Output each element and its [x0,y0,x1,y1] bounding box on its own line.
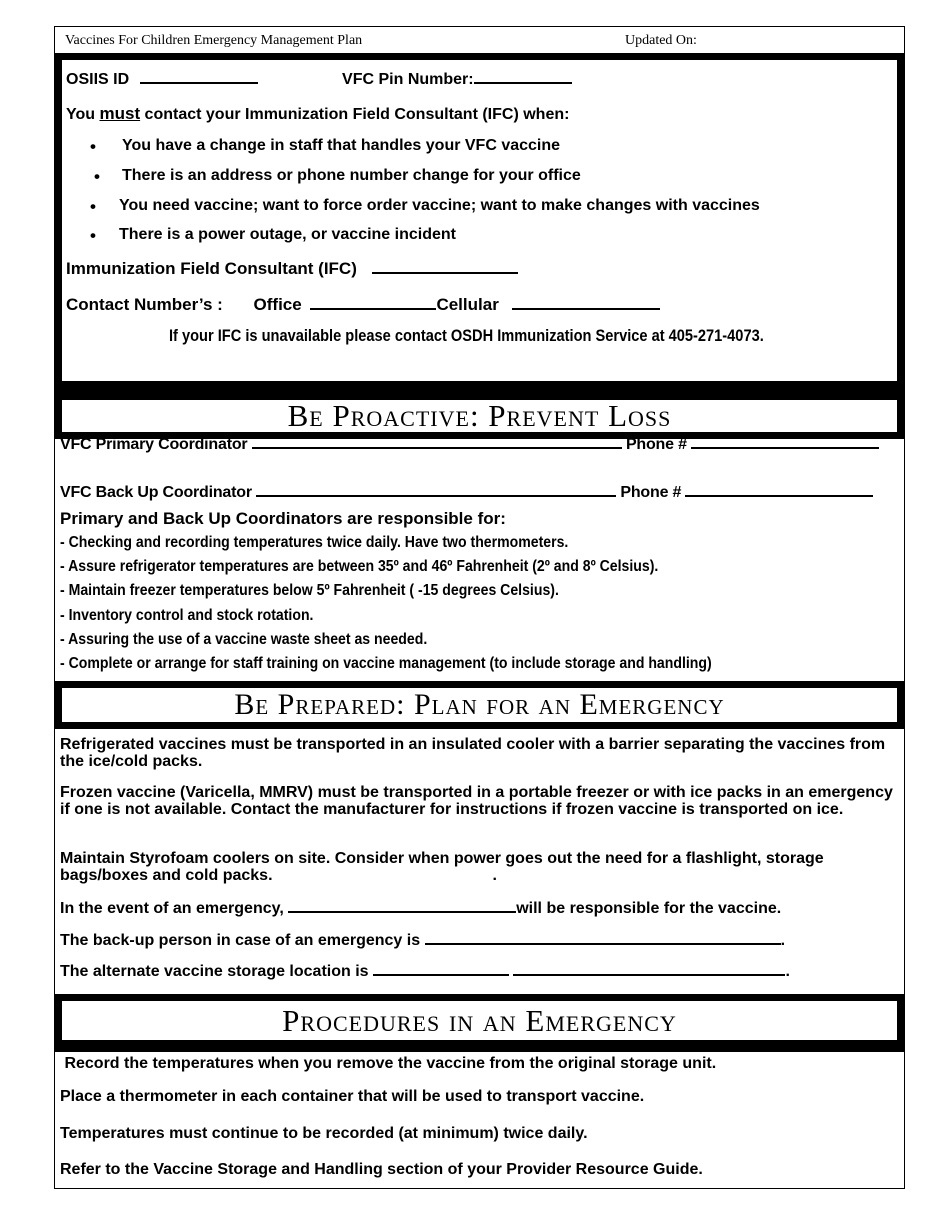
stray-dot: . [492,867,497,884]
ifc-name-row [66,258,518,279]
office-label: Office [253,295,302,314]
ifc-label: Immunization Field Consultant (IFC) [66,259,357,278]
responsibility-item-4: - Inventory control and stock rotation. [60,607,314,624]
responsibility-item-3: - Maintain freezer temperatures below 5º Fahrenheit ( -15 degrees Celsius). [60,582,559,599]
updated-on-label: Updated On: [625,33,697,48]
responsibility-item-2: - Assure refrigerator temperatures are between 35º and 46º Fahrenheit (2º and 8º Celsius). [60,558,659,575]
must-suffix: contact your Immunization Field Consultant (IFC) when: [140,106,570,123]
procedure-item-3: Temperatures must continue to be recorded (at minimum) twice daily. [60,1125,588,1142]
osiis-field[interactable] [140,68,258,84]
procedure-item-2: Place a thermometer in each container that will be used to transport vaccine. [60,1088,645,1105]
banner-prepared: Be Prepared: Plan for an Emergency [55,681,904,729]
form-page [54,26,905,1189]
cellular-label: Cellular [436,295,499,314]
emergency-suffix: will be responsible for the vaccine. [516,900,782,917]
bullet-icon: • [90,137,96,156]
backup-phone-field[interactable] [685,481,873,497]
ifc-bullet-3: You need vaccine; want to force order vaccine; want to make changes with vaccines [119,197,760,214]
header-bar [55,27,904,53]
responsibility-item-1: - Checking and recording temperatures twice daily. Have two thermometers. [60,534,569,551]
primary-coordinator-label: VFC Primary Coordinator [60,436,248,453]
vfc-pin-field[interactable] [474,68,572,84]
primary-phone-field[interactable] [691,433,879,449]
alternate-storage-field-1[interactable] [373,960,509,976]
backup-person-label: The back-up person in case of an emergency is [60,932,421,949]
ifc-contact-section [55,53,904,393]
procedure-item-1: Record the temperatures when you remove the vaccine from the original storage unit. [60,1055,717,1072]
banner-procedures: Procedures in an Emergency [55,994,904,1052]
osiis-label: OSIIS ID [66,71,130,88]
ifc-unavailable-note: If your IFC is unavailable please contact OSDH Immunization Service at 405-271-4073. [169,326,764,345]
ifc-bullet-2: There is an address or phone number change for your office [122,167,581,184]
backup-coordinator-label: VFC Back Up Coordinator [60,484,252,501]
must-contact-line [66,104,569,124]
banner-proactive: Be Proactive: Prevent Loss [55,393,904,439]
primary-coordinator-row [60,433,879,454]
document-title: Vaccines For Children Emergency Management Plan [65,33,363,48]
backup-person-row [60,929,785,950]
period: . [780,932,786,949]
cellular-phone-field[interactable] [512,294,660,310]
bullet-icon: • [90,226,96,245]
phone-label: Phone # [625,436,687,453]
alternate-storage-field-2[interactable] [513,960,785,976]
alternate-storage-label: The alternate vaccine storage location is [60,963,369,980]
backup-person-field[interactable] [425,929,781,945]
primary-coordinator-field[interactable] [252,433,622,449]
frozen-vaccine-text: Frozen vaccine (Varicella, MMRV) must be transported in a portable freezer or with ice packs in an emergency if one is not available. Contact the manufacturer for instructions if frozen vaccine is transported on ice. [60,784,893,818]
emergency-responsible-field[interactable] [288,897,516,913]
emergency-prefix: In the event of an emergency, [60,900,284,917]
bullet-icon: • [94,167,100,186]
bullet-icon: • [90,197,96,216]
styrofoam-coolers-sentence: Maintain Styrofoam coolers on site. Consider when power goes out the need for a flashlight, storage bags/boxes and cold packs. [60,850,824,884]
ifc-bullet-1: You have a change in staff that handles your VFC vaccine [122,137,561,154]
osiis-row [66,68,572,89]
styrofoam-coolers-text [60,850,900,884]
phone-label: Phone # [620,484,682,501]
responsibilities-heading: Primary and Back Up Coordinators are responsible for: [60,509,506,528]
must-prefix: You [66,106,100,123]
backup-coordinator-row [60,481,873,502]
ifc-bullet-4: There is a power outage, or vaccine incident [119,226,456,243]
emergency-responsible-row [60,897,781,918]
contact-numbers-row [66,294,660,315]
office-phone-field[interactable] [310,294,436,310]
procedure-item-4: Refer to the Vaccine Storage and Handling section of your Provider Resource Guide. [60,1161,703,1178]
refrigerated-vaccines-text: Refrigerated vaccines must be transported in an insulated cooler with a barrier separating the vaccines from the ice/cold packs. [60,736,886,770]
must-word: must [99,104,141,123]
backup-coordinator-field[interactable] [256,481,616,497]
alternate-storage-row [60,960,790,981]
contact-numbers-label: Contact Number’s : [66,295,223,314]
vfc-pin-label: VFC Pin Number: [342,71,474,88]
ifc-name-field[interactable] [372,258,518,274]
responsibility-item-5: - Assuring the use of a vaccine waste sheet as needed. [60,631,428,648]
responsibility-item-6: - Complete or arrange for staff training on vaccine management (to include storage and handling) [60,655,712,672]
period: . [785,963,790,980]
